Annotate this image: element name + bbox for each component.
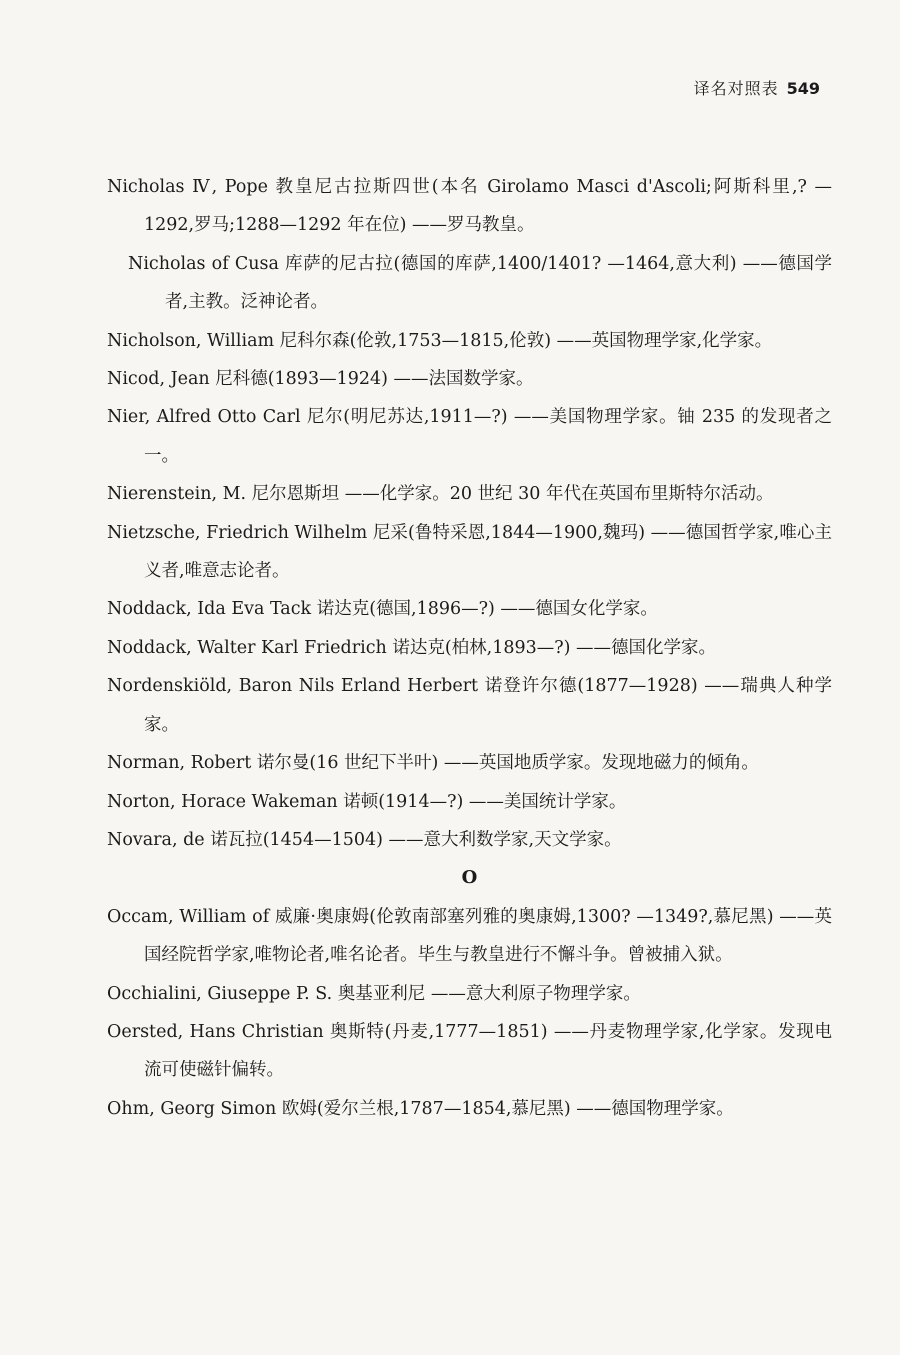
entry-norton: Norton, Horace Wakeman 诺顿(1914—?) ——美国统计学家。 bbox=[107, 791, 627, 812]
running-head-title: 译名对照表 bbox=[693, 79, 779, 98]
entry-nicholas-iv: Nicholas Ⅳ, Pope 教皇尼古拉斯四世(本名 Girolamo Masci d'Ascoli;阿斯科里,? —1292,罗马;1288—1292 年在位) ——罗马教皇。 bbox=[107, 177, 832, 236]
running-head bbox=[694, 76, 820, 99]
entry-nier: Nier, Alfred Otto Carl 尼尔(明尼苏达,1911—?) ——美国物理学家。铀 235 的发现者之一。 bbox=[107, 407, 832, 466]
entry-occhialini: Occhialini, Giuseppe P. S. 奥基亚利尼 ——意大利原子物理学家。 bbox=[107, 983, 641, 1004]
section-letter-o: O bbox=[461, 867, 478, 889]
entry-oersted: Oersted, Hans Christian 奥斯特(丹麦,1777—1851) ——丹麦物理学家,化学家。发现电流可使磁针偏转。 bbox=[107, 1021, 832, 1081]
entry-nietzsche: Nietzsche, Friedrich Wilhelm 尼采(鲁特采恩,1844—1900,魏玛) ——德国哲学家,唯心主义者,唯意志论者。 bbox=[107, 522, 832, 582]
entry-nierenstein: Nierenstein, M. 尼尔恩斯坦 ——化学家。20 世纪 30 年代在英国布里斯特尔活动。 bbox=[107, 484, 774, 505]
entry-novara: Novara, de 诺瓦拉(1454—1504) ——意大利数学家,天文学家。 bbox=[107, 829, 622, 850]
entry-ohm: Ohm, Georg Simon 欧姆(爱尔兰根,1787—1854,慕尼黑) ——德国物理学家。 bbox=[107, 1098, 734, 1119]
entry-noddack-ida: Noddack, Ida Eva Tack 诺达克(德国,1896—?) ——德国女化学家。 bbox=[107, 599, 658, 620]
entry-nicod: Nicod, Jean 尼科德(1893—1924) ——法国数学家。 bbox=[107, 369, 534, 390]
glossary-entries bbox=[107, 168, 832, 1128]
entry-norman: Norman, Robert 诺尔曼(16 世纪下半叶) ——英国地质学家。发现地磁力的倾角。 bbox=[107, 753, 759, 774]
entry-nordenskiold: Nordenskiöld, Baron Nils Erland Herbert 诺登许尔德(1877—1928) ——瑞典人种学家。 bbox=[107, 676, 832, 735]
entry-nicholson: Nicholson, William 尼科尔森(伦敦,1753—1815,伦敦) ——英国物理学家,化学家。 bbox=[107, 330, 773, 351]
entry-noddack-walter: Noddack, Walter Karl Friedrich 诺达克(柏林,1893—?) ——德国化学家。 bbox=[107, 637, 717, 658]
page-number: 549 bbox=[786, 79, 820, 98]
entry-occam: Occam, William of 威廉·奥康姆(伦敦南部塞列雅的奥康姆,1300? —1349?,慕尼黑) ——英国经院哲学家,唯物论者,唯名论者。毕生与教皇进行不懈斗争。曾被捕入狱。 bbox=[107, 906, 832, 966]
entry-nicholas-of-cusa: Nicholas of Cusa 库萨的尼古拉(德国的库萨,1400/1401? —1464,意大利) ——德国学者,主教。泛神论者。 bbox=[128, 253, 832, 313]
